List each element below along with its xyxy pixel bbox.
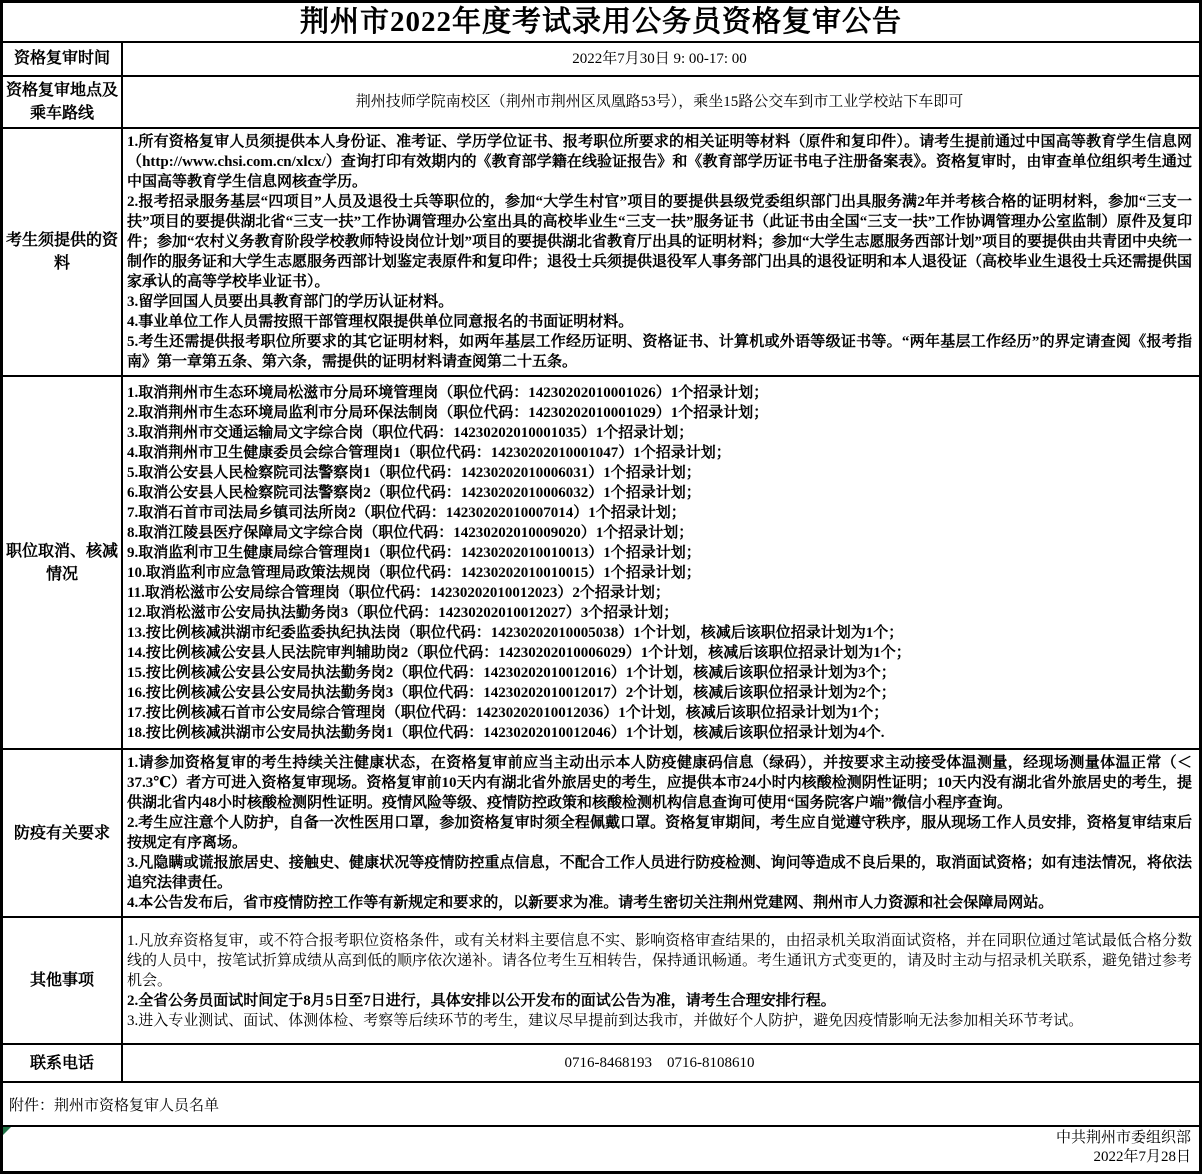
- paragraph: 13.按比例核减洪湖市纪委监委执纪执法岗（职位代码：14230202010005038）1个计划，核减后该职位招录计划为1个；: [127, 624, 904, 641]
- signature-date: 2022年7月28日: [1093, 1149, 1191, 1166]
- paragraph: 3.留学回国人员要出具教育部门的学历认证材料。: [127, 294, 454, 311]
- position-cancellations-content: [123, 377, 1199, 748]
- review-place-value: 荆州技师学院南校区（荆州市荆州区凤凰路53号），乘坐15路公交车到市工业学校站下车即可: [355, 94, 964, 111]
- paragraph: 2.报考招录服务基层“四项目”人员及退役士兵等职位的，参加“大学生村官”项目的要提供县级党委组织部门出具服务满2年并考核合格的证明材料，参加“三支一扶”项目的要提供湖北省“三支一扶”工作协调管理办公室出具的高校毕业生“三支一扶”服务证书（此证书由全国“三支一扶”工作协调管理办公室监制）原件及复印件；参加“农村义务教育阶段学校教师特设岗位计划”项目的要提供湖北省教育厅出具的证明材料；参加“大学生志愿服务西部计划”项目的要提供由共青团中央统一制作的服务证和大学生志愿服务西部计划鉴定表原件和复印件；退役士兵须提供退役军人事务部门出具的退役证明和本人退役证（高校毕业生退役士兵还需提供国家承认的高等学校毕业证书）。: [127, 194, 1193, 291]
- paragraph: 15.按比例核减公安县公安局执法勤务岗2（职位代码：14230202010012016）1个计划，核减后该职位招录计划为3个；: [127, 664, 896, 681]
- signature-org: 中共荆州市委组织部: [1055, 1130, 1191, 1147]
- paragraph: 4.取消荆州市卫生健康委员会综合管理岗1（职位代码：14230202010001047）1个招录计划；: [127, 444, 731, 461]
- paragraph: 2.考生应注意个人防护，自备一次性医用口罩，参加资格复审时须全程佩戴口罩。资格复审期间，考生应自觉遵守秩序，服从现场工作人员安排，资格复审结束后按规定有序离场。: [127, 815, 1192, 852]
- covid-requirements-label: 防疫有关要求: [3, 750, 123, 916]
- attachment-note: 附件：荆州市资格复审人员名单: [3, 1083, 1199, 1127]
- paragraph: 2.取消荆州市生态环境局监利市分局环保法制岗（职位代码：14230202010001029）1个招录计划；: [127, 404, 769, 421]
- review-place-label: 资格复审地点及乘车路线: [3, 77, 123, 127]
- paragraph: 1.请参加资格复审的考生持续关注健康状态，在资格复审前应当主动出示本人防疫健康码信息（绿码），并按要求主动接受体温测量，经现场测量体温正常（＜37.3℃）者方可进入资格复审现场。资格复审前10天内有湖北省外旅居史的考生，应提供本市24小时内核酸检测阴性证明；10天内没有湖北省外旅居史的考生，提供湖北省内48小时核酸检测阴性证明。疫情风险等级、疫情防控政策和核酸检测机构信息查询可使用“国务院客户端”微信小程序查询。: [127, 755, 1192, 812]
- row-review-time: [3, 43, 1199, 77]
- position-cancellations-label: 职位取消、核减情况: [3, 377, 123, 748]
- row-review-place: [3, 77, 1199, 129]
- row-position-cancellations: [3, 377, 1199, 750]
- paragraph: 5.考生还需提供报考职位所要求的其它证明材料，如两年基层工作经历证明、资格证书、计算机或外语等级证书等。“两年基层工作经历”的界定请查阅《报考指南》第一章第五条、第六条，需提供的证明材料请查阅第二十五条。: [127, 334, 1192, 371]
- paragraph: 6.取消公安县人民检察院司法警察岗2（职位代码：14230202010006032）1个招录计划；: [127, 484, 701, 501]
- paragraph: 16.按比例核减公安县公安局执法勤务岗3（职位代码：14230202010012017）2个计划，核减后该职位招录计划为2个；: [127, 684, 896, 701]
- row-contact-phone: [3, 1045, 1199, 1083]
- paragraph: 8.取消江陵县医疗保障局文字综合岗（职位代码：14230202010009020）1个招录计划；: [127, 524, 694, 541]
- paragraph: 14.按比例核减公安县人民法院审判辅助岗2（职位代码：14230202010006029）1个计划，核减后该职位招录计划为1个；: [127, 644, 911, 661]
- contact-phone-label: 联系电话: [3, 1045, 123, 1081]
- paragraph: 3.进入专业测试、面试、体测体检、考察等后续环节的考生，建议尽早提前到达我市，并做好个人防护，避免因疫情影响无法参加相关环节考试。: [127, 1012, 1084, 1029]
- covid-requirements-content: [123, 750, 1199, 916]
- row-required-materials: [3, 129, 1199, 377]
- paragraph: 1.凡放弃资格复审，或不符合报考职位资格条件，或有关材料主要信息不实、影响资格审查结果的，由招录机关取消面试资格，并在同职位通过笔试最低合格分数线的人员中，按笔试折算成绩从高到低的顺序依次递补。请各位考生互相转告，保持通讯畅通。考生通讯方式变更的，请及时主动与招录机关联系，避免错过参考机会。: [127, 932, 1193, 989]
- paragraph: 3.凡隐瞒或谎报旅居史、接触史、健康状况等疫情防控重点信息，不配合工作人员进行防疫检测、询问等造成不良后果的，取消面试资格；如有违法情况，将依法追究法律责任。: [127, 855, 1192, 892]
- paragraph: 3.取消荆州市交通运输局文字综合岗（职位代码：14230202010001035）1个招录计划；: [127, 424, 694, 441]
- paragraph: 17.按比例核减石首市公安局综合管理岗（职位代码：14230202010012036）1个计划，核减后该职位招录计划为1个；: [127, 704, 889, 721]
- row-covid-requirements: [3, 750, 1199, 918]
- review-time-value: 2022年7月30日 9: 00-17: 00: [572, 51, 747, 67]
- contact-phone-value: 0716-8468193 0716-8108610: [564, 1055, 755, 1072]
- paragraph: 11.取消松滋市公安局综合管理岗（职位代码：14230202010012023）2个招录计划；: [127, 584, 670, 601]
- paragraph: 2.全省公务员面试时间定于8月5日至7日进行，具体安排以公开发布的面试公告为准，请考生合理安排行程。: [127, 992, 836, 1009]
- review-time-label: 资格复审时间: [3, 43, 123, 75]
- paragraph: 1.所有资格复审人员须提供本人身份证、准考证、学历学位证书、报考职位所要求的相关证明等材料（原件和复印件）。请考生提前通过中国高等教育学生信息网（http://www.chsi.com.cn/xlcx/）查询打印有效期内的《教育部学籍在线验证报告》和《教育部学历证书电子注册备案表》。资格复审时，由审查单位组织考生通过中国高等教育学生信息网核查学历。: [127, 134, 1192, 191]
- signature-block: [3, 1127, 1199, 1171]
- paragraph: 1.取消荆州市生态环境局松滋市分局环境管理岗（职位代码：14230202010001026）1个招录计划；: [127, 384, 769, 401]
- paragraph: 12.取消松滋市公安局执法勤务岗3（职位代码：14230202010012027）3个招录计划；: [127, 604, 679, 621]
- paragraph: 18.按比例核减洪湖市公安局执法勤务岗1（职位代码：14230202010012046）1个计划，核减后该职位招录计划为4个.: [127, 724, 885, 741]
- row-other-matters: [3, 918, 1199, 1045]
- required-materials-label: 考生须提供的资料: [3, 129, 123, 375]
- page-title: 荆州市2022年度考试录用公务员资格复审公告: [3, 3, 1199, 43]
- paragraph: 4.本公告发布后，省市疫情防控工作等有新规定和要求的，以新要求为准。请考生密切关注荆州党建网、荆州市人力资源和社会保障局网站。: [127, 895, 1054, 912]
- other-matters-label: 其他事项: [3, 918, 123, 1043]
- required-materials-content: [123, 129, 1199, 375]
- paragraph: 5.取消公安县人民检察院司法警察岗1（职位代码：14230202010006031）1个招录计划；: [127, 464, 701, 481]
- green-corner-marker-icon: [3, 1127, 11, 1135]
- paragraph: 10.取消监利市应急管理局政策法规岗（职位代码：14230202010010015）1个招录计划；: [127, 564, 701, 581]
- paragraph: 7.取消石首市司法局乡镇司法所岗2（职位代码：14230202010007014）1个招录计划；: [127, 504, 686, 521]
- other-matters-content: [123, 918, 1199, 1043]
- paragraph: 4.事业单位工作人员需按照干部管理权限提供单位同意报名的书面证明材料。: [127, 314, 634, 331]
- paragraph: 9.取消监利市卫生健康局综合管理岗1（职位代码：14230202010010013）1个招录计划；: [127, 544, 701, 561]
